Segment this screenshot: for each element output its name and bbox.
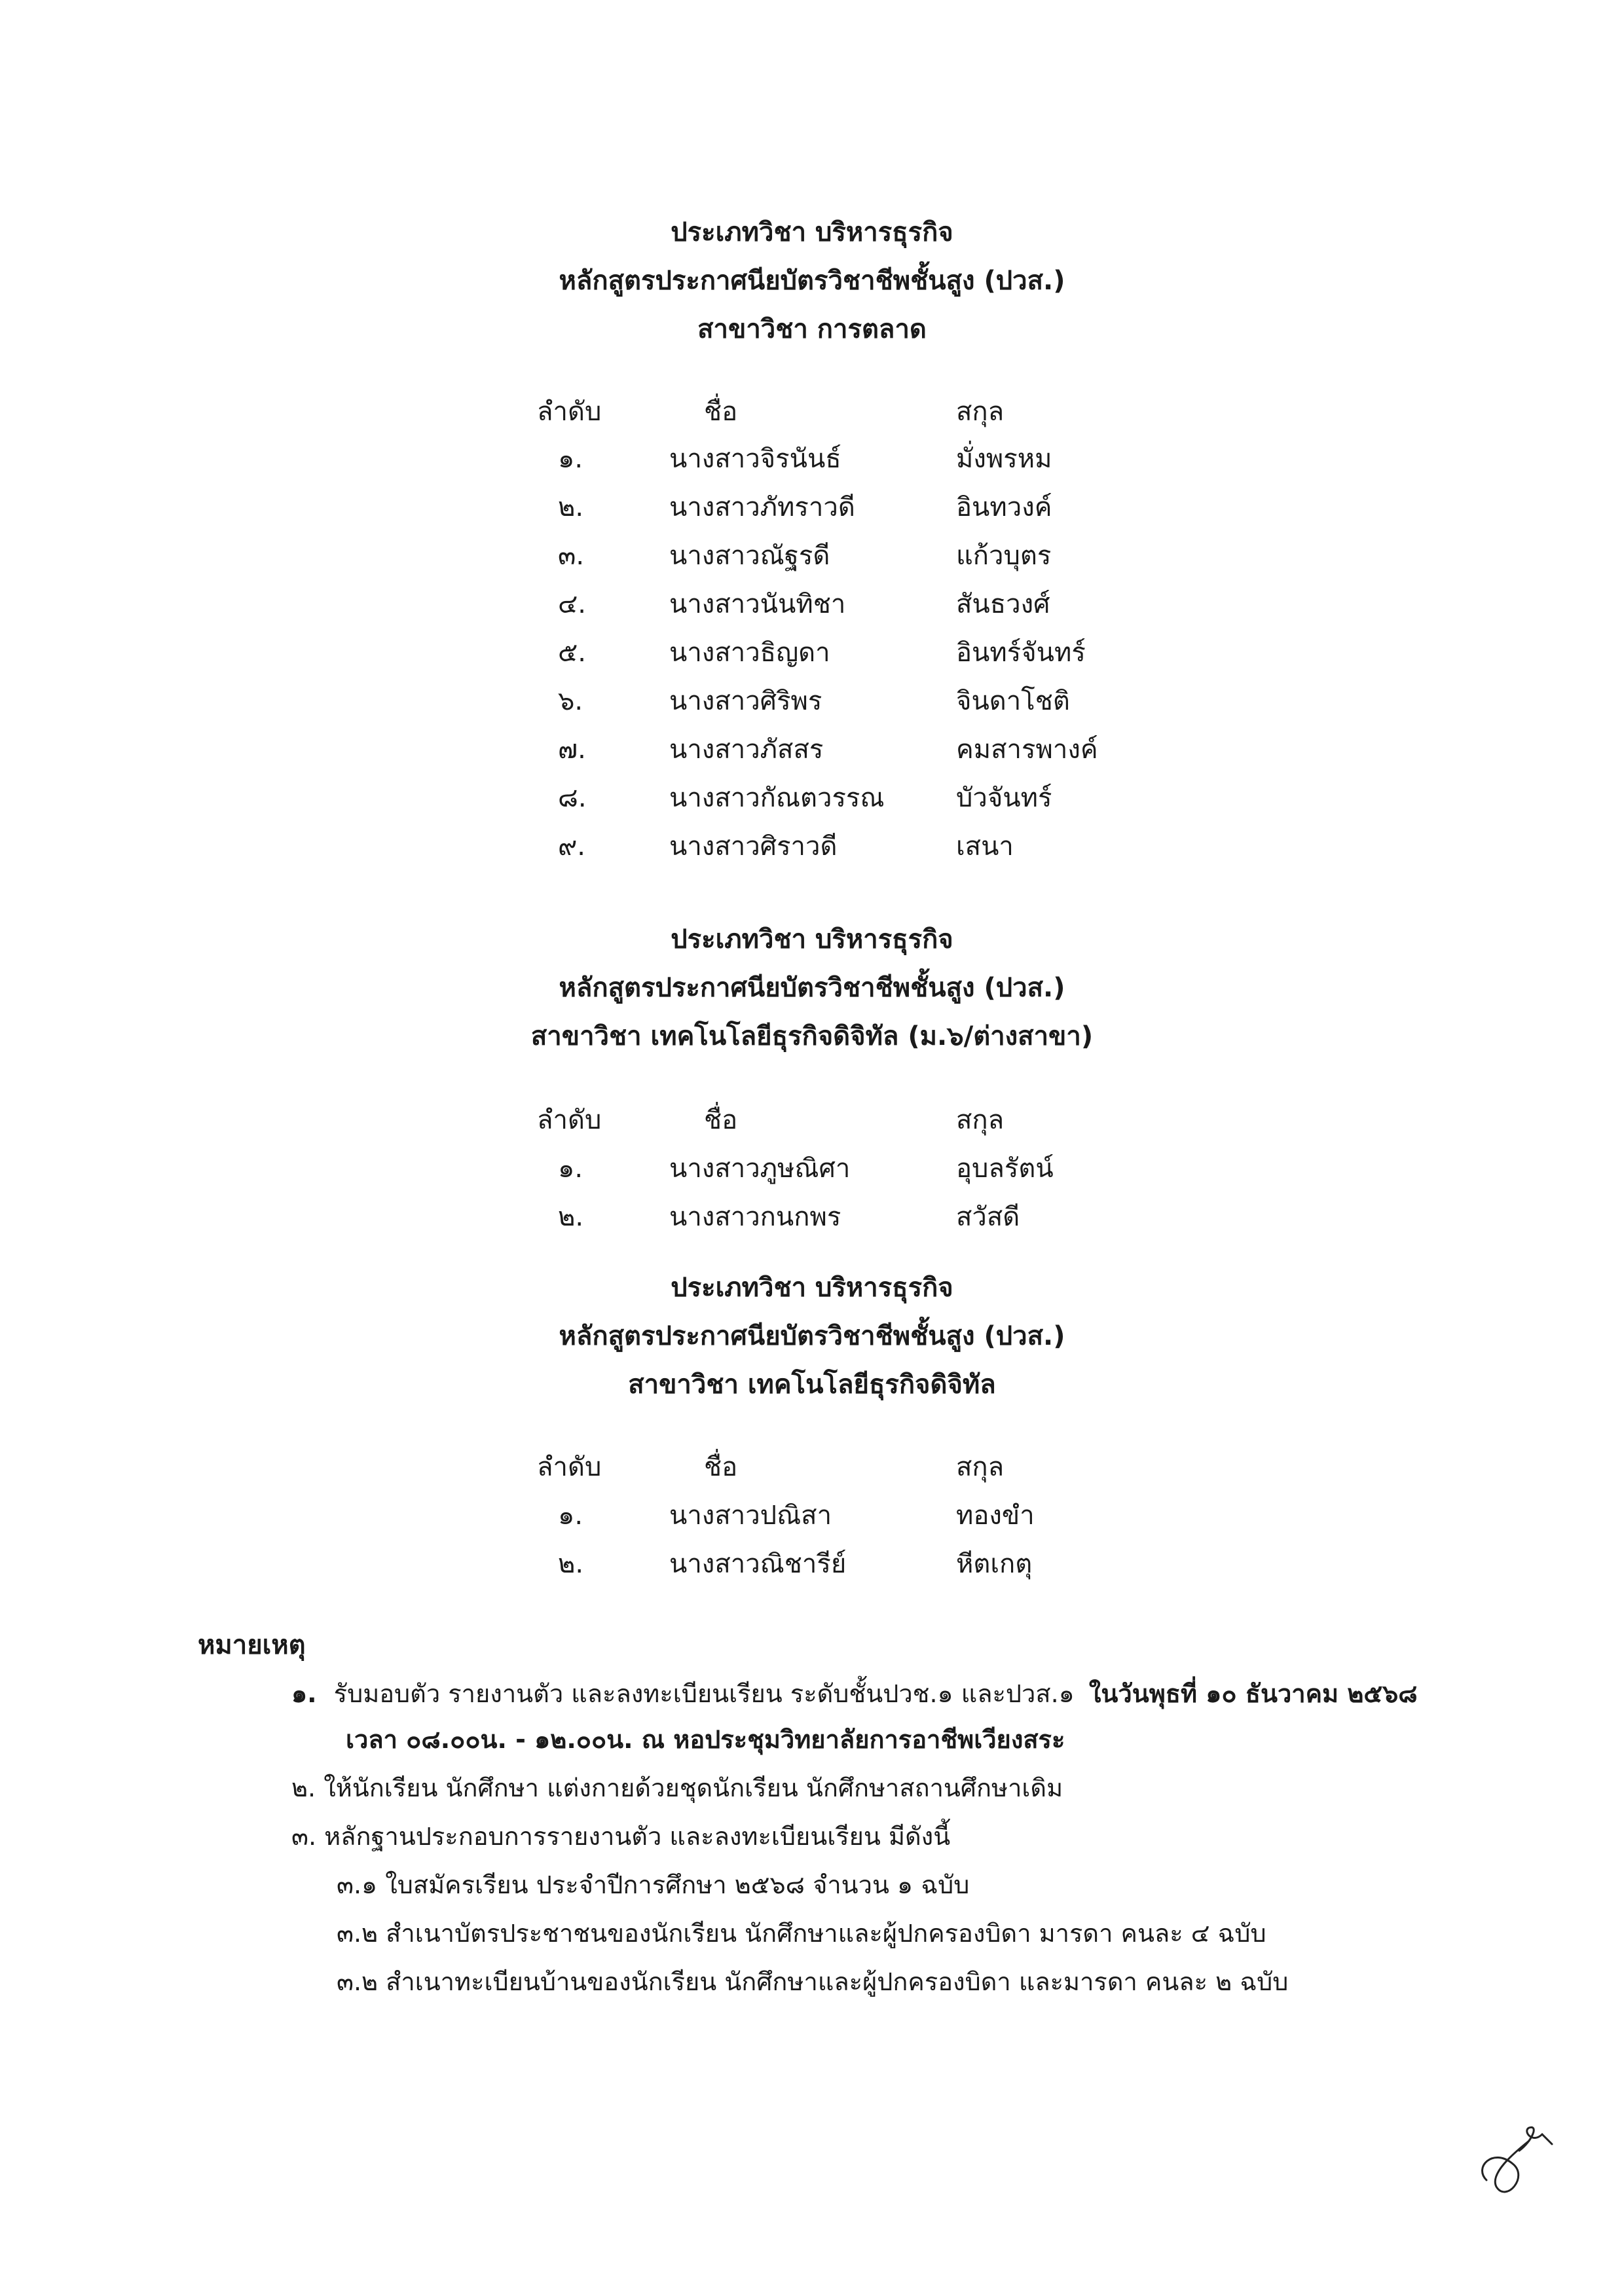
row-surname: อินทวงค์: [956, 492, 1052, 522]
row-no: ๑.: [558, 1501, 583, 1531]
row-name: นางสาวธิญดา: [669, 638, 830, 668]
section-2-course: หลักสูตรประกาศนียบัตรวิชาชีพชั้นสูง (ปวส.): [559, 973, 1065, 1003]
section-1-col-no: ลำดับ: [537, 397, 602, 427]
row-surname: ทองขำ: [956, 1501, 1035, 1531]
section-1-heading: [0, 208, 1624, 354]
section-1-col-name: ชื่อ: [704, 397, 738, 427]
row-no: ๗.: [558, 735, 586, 765]
row-no: ๒.: [558, 1549, 584, 1579]
section-1-col-surname: สกุล: [956, 397, 1005, 427]
row-no: ๕.: [558, 638, 586, 668]
row-surname: คมสารพางค์: [956, 735, 1098, 765]
section-3-major: สาขาวิชา เทคโนโลยีธุรกิจดิจิทัล: [628, 1370, 996, 1400]
row-name: นางสาวนันทิชา: [669, 589, 846, 619]
note-3: ๓. หลักฐานประกอบการรายงานตัว และลงทะเบียนเรียน มีดังนี้: [291, 1822, 951, 1851]
note-1-line-1: [291, 1673, 1418, 1713]
section-3-type: ประเภทวิชา บริหารธุรกิจ: [671, 1273, 953, 1303]
section-3-heading: [0, 1264, 1624, 1409]
row-surname: อุบลรัตน์: [956, 1154, 1054, 1184]
row-no: ๔.: [558, 589, 586, 619]
row-surname: อินทร์จันทร์: [956, 638, 1086, 668]
row-name: นางสาวจิรนันธ์: [669, 444, 841, 474]
section-1-course: หลักสูตรประกาศนียบัตรวิชาชีพชั้นสูง (ปวส.): [559, 266, 1065, 296]
note-3-2-house-registration: ๓.๒ สำเนาทะเบียนบ้านของนักเรียน นักศึกษาและผู้ปกครองบิดา และมารดา คนละ ๒ ฉบับ: [337, 1967, 1289, 1996]
row-no: ๑.: [558, 444, 583, 474]
row-name: นางสาวศิราวดี: [669, 831, 838, 862]
row-surname: จินดาโชติ: [956, 686, 1070, 716]
row-name: นางสาวภัทราวดี: [669, 492, 855, 522]
row-no: ๖.: [558, 686, 583, 716]
note-3-1: ๓.๑ ใบสมัครเรียน ประจำปีการศึกษา ๒๕๖๘ จำนวน ๑ ฉบับ: [337, 1870, 970, 1899]
row-name: นางสาวภูษณิศา: [669, 1154, 851, 1184]
section-2-major: สาขาวิชา เทคโนโลยีธุรกิจดิจิทัล (ม.๖/ต่างสาขา): [530, 1021, 1094, 1051]
row-no: ๘.: [558, 783, 587, 813]
note-1-time: เวลา ๐๘.๐๐น. - ๑๒.๐๐น. ณ หอประชุมวิทยาลัยการอาชีพเวียงสระ: [346, 1725, 1065, 1754]
section-1-major: สาขาวิชา การตลาด: [697, 314, 927, 344]
section-2-col-surname: สกุล: [956, 1105, 1005, 1135]
row-surname: บัวจันทร์: [956, 783, 1052, 813]
section-2-type: ประเภทวิชา บริหารธุรกิจ: [671, 924, 953, 955]
row-no: ๑.: [558, 1154, 583, 1184]
note-1-date: ในวันพุธที่ ๑๐ ธันวาคม ๒๕๖๘: [1088, 1679, 1418, 1708]
row-surname: หีตเกตุ: [956, 1549, 1033, 1579]
row-surname: เสนา: [956, 831, 1014, 862]
row-name: นางสาวปณิสา: [669, 1501, 832, 1531]
section-3-course: หลักสูตรประกาศนียบัตรวิชาชีพชั้นสูง (ปวส.): [559, 1321, 1065, 1351]
notes-title: หมายเหตุ: [198, 1630, 306, 1660]
row-name: นางสาวภัสสร: [669, 735, 824, 765]
row-surname: สวัสดี: [956, 1202, 1020, 1232]
section-2-heading: [0, 915, 1624, 1061]
row-no: ๒.: [558, 1202, 584, 1232]
row-surname: แก้วบุตร: [956, 541, 1052, 571]
row-no: ๙.: [558, 831, 586, 862]
row-name: นางสาวณิชารีย์: [669, 1549, 847, 1579]
row-name: นางสาวกนกพร: [669, 1202, 841, 1232]
row-no: ๒.: [558, 492, 584, 522]
row-surname: มั่งพรหม: [956, 444, 1052, 474]
note-1-text: รับมอบตัว รายงานตัว และลงทะเบียนเรียน ระดับชั้นปวช.๑ และปวส.๑: [333, 1679, 1075, 1708]
note-1-line-2: [346, 1719, 1065, 1759]
section-3-col-name: ชื่อ: [704, 1452, 738, 1482]
section-3-col-surname: สกุล: [956, 1452, 1005, 1482]
note-1-number: ๑.: [291, 1679, 317, 1708]
section-3-col-no: ลำดับ: [537, 1452, 602, 1482]
section-2-col-name: ชื่อ: [704, 1105, 738, 1135]
note-2: ๒. ให้นักเรียน นักศึกษา แต่งกายด้วยชุดนักเรียน นักศึกษาสถานศึกษาเดิม: [291, 1774, 1063, 1802]
section-1-type: ประเภทวิชา บริหารธุรกิจ: [671, 217, 953, 247]
row-surname: สันธวงศ์: [956, 589, 1050, 619]
section-2-col-no: ลำดับ: [537, 1105, 602, 1135]
signature-mark: [1467, 2115, 1565, 2213]
row-name: นางสาวณัฐรดี: [669, 541, 830, 571]
row-name: นางสาวศิริพร: [669, 686, 822, 716]
note-3-2-id-card: ๓.๒ สำเนาบัตรประชาชนของนักเรียน นักศึกษาและผู้ปกครองบิดา มารดา คนละ ๔ ฉบับ: [337, 1919, 1266, 1948]
row-name: นางสาวกัณตวรรณ: [669, 783, 885, 813]
row-no: ๓.: [558, 541, 585, 571]
